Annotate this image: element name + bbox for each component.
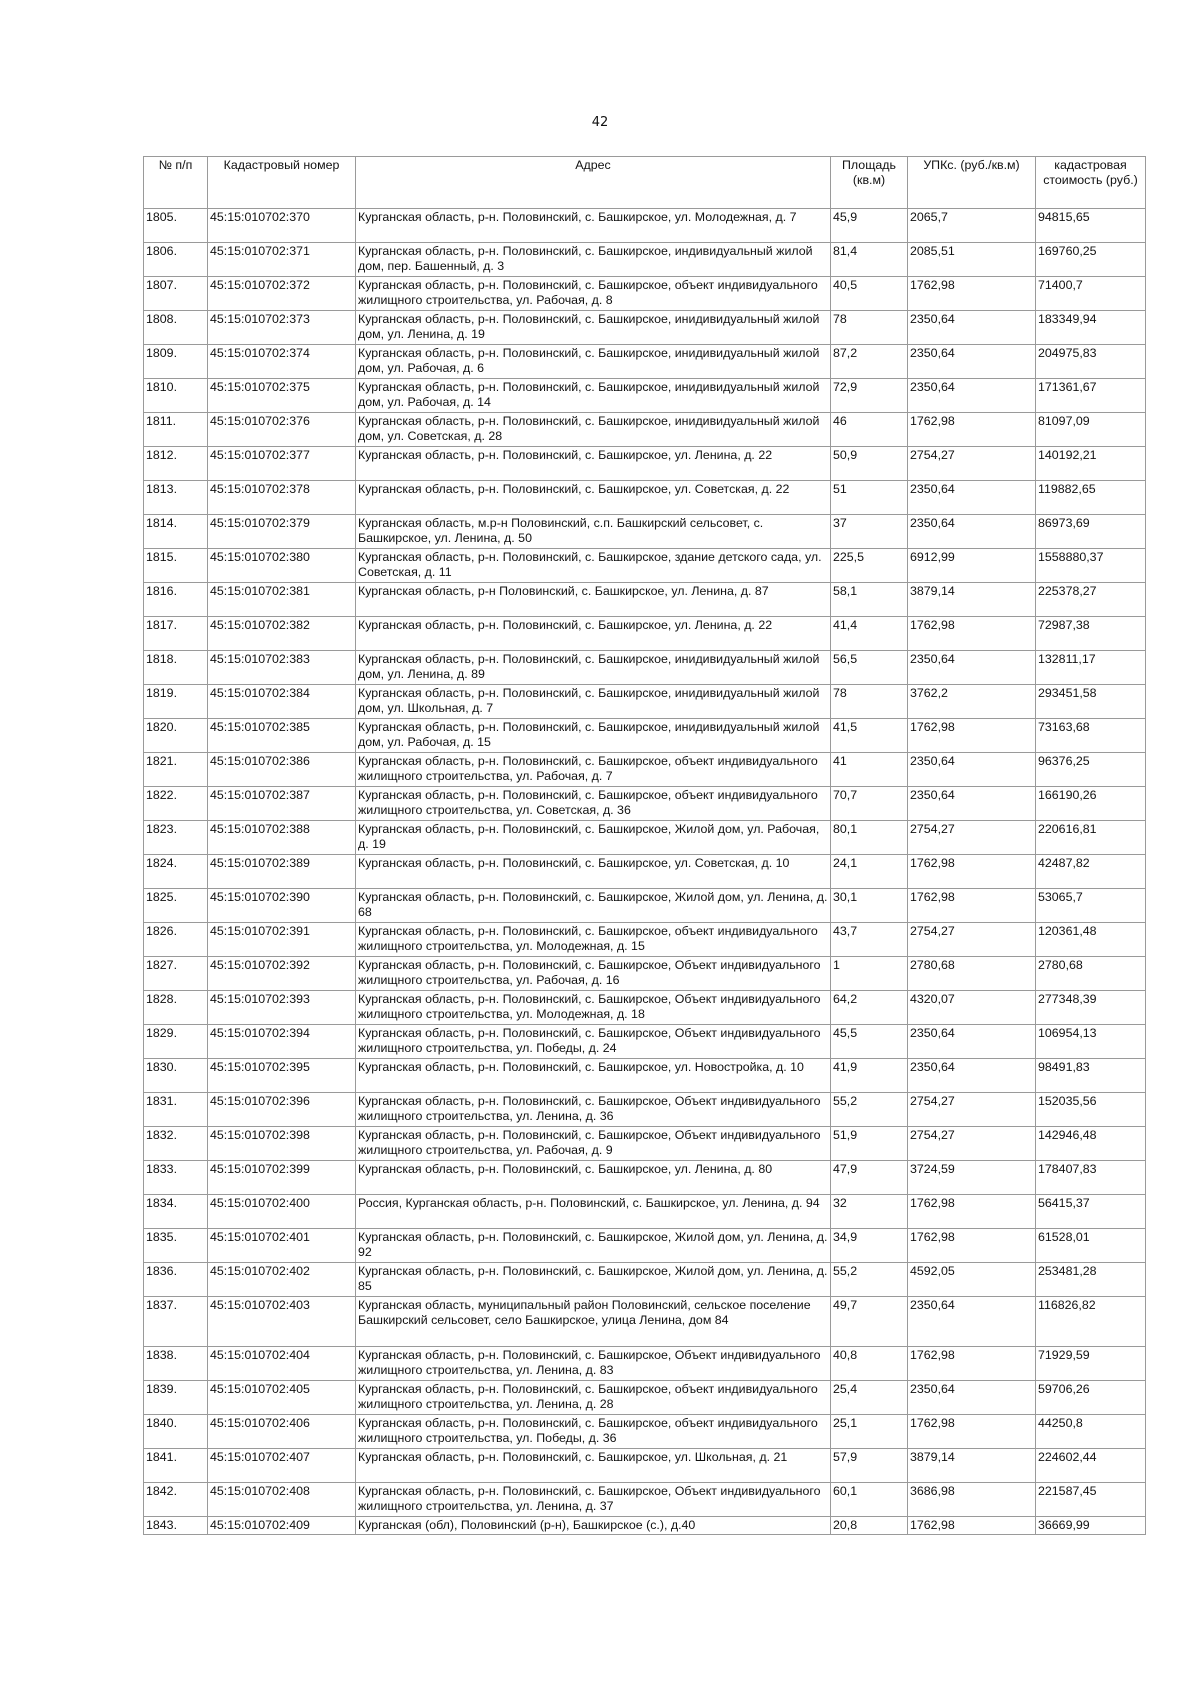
cell-address: Курганская область, р-н. Половинский, с. Башкирское, ул. Новостройка, д. 10 — [356, 1059, 831, 1093]
cell-area: 30,1 — [831, 889, 908, 923]
cell-cadastral-value: 71400,7 — [1036, 277, 1146, 311]
cell-row-number: 1824. — [144, 855, 208, 889]
cell-cadastral-number: 45:15:010702:405 — [208, 1381, 356, 1415]
cell-row-number: 1826. — [144, 923, 208, 957]
table-row — [144, 311, 1146, 345]
cell-area: 78 — [831, 685, 908, 719]
cell-upks: 6912,99 — [908, 549, 1036, 583]
cell-address: Курганская область, р-н. Половинский, с. Башкирское, Объект индивидуального жилищного строительства, ул. Молодежная, д. 18 — [356, 991, 831, 1025]
header-upks: УПКс. (руб./кв.м) — [908, 157, 1036, 209]
cell-cadastral-number: 45:15:010702:392 — [208, 957, 356, 991]
cell-address: Курганская область, р-н. Половинский, с. Башкирское, объект индивидуального жилищного строительства, ул. Советская, д. 36 — [356, 787, 831, 821]
cell-cadastral-value: 81097,09 — [1036, 413, 1146, 447]
cell-cadastral-value: 169760,25 — [1036, 243, 1146, 277]
cell-upks: 3724,59 — [908, 1161, 1036, 1195]
cell-upks: 1762,98 — [908, 1517, 1036, 1535]
cell-cadastral-number: 45:15:010702:408 — [208, 1483, 356, 1517]
table-row — [144, 1025, 1146, 1059]
cell-area: 56,5 — [831, 651, 908, 685]
table-row — [144, 243, 1146, 277]
cell-row-number: 1829. — [144, 1025, 208, 1059]
cell-cadastral-value: 293451,58 — [1036, 685, 1146, 719]
cell-cadastral-value: 183349,94 — [1036, 311, 1146, 345]
cell-cadastral-value: 166190,26 — [1036, 787, 1146, 821]
cell-cadastral-value: 116826,82 — [1036, 1297, 1146, 1347]
cell-cadastral-value: 106954,13 — [1036, 1025, 1146, 1059]
table-row — [144, 515, 1146, 549]
cell-cadastral-number: 45:15:010702:390 — [208, 889, 356, 923]
cell-upks: 4320,07 — [908, 991, 1036, 1025]
cell-row-number: 1815. — [144, 549, 208, 583]
cell-row-number: 1817. — [144, 617, 208, 651]
cell-cadastral-value: 59706,26 — [1036, 1381, 1146, 1415]
cell-area: 64,2 — [831, 991, 908, 1025]
cell-row-number: 1837. — [144, 1297, 208, 1347]
cell-upks: 2065,7 — [908, 209, 1036, 243]
cell-cadastral-value: 86973,69 — [1036, 515, 1146, 549]
cell-address: Курганская область, р-н. Половинский, с. Башкирское, инидивидуальный жилой дом, ул. Советская, д. 28 — [356, 413, 831, 447]
cell-address: Курганская область, р-н. Половинский, с. Башкирское, ул. Ленина, д. 22 — [356, 617, 831, 651]
cell-row-number: 1836. — [144, 1263, 208, 1297]
cell-cadastral-number: 45:15:010702:407 — [208, 1449, 356, 1483]
cell-area: 55,2 — [831, 1263, 908, 1297]
cell-cadastral-number: 45:15:010702:380 — [208, 549, 356, 583]
cell-upks: 2350,64 — [908, 1297, 1036, 1347]
cell-row-number: 1805. — [144, 209, 208, 243]
cell-row-number: 1808. — [144, 311, 208, 345]
cell-cadastral-number: 45:15:010702:406 — [208, 1415, 356, 1449]
cell-cadastral-number: 45:15:010702:404 — [208, 1347, 356, 1381]
cell-address: Курганская область, р-н. Половинский, с. Башкирское, объект индивидуального жилищного строительства, ул. Победы, д. 36 — [356, 1415, 831, 1449]
cell-row-number: 1811. — [144, 413, 208, 447]
cell-address: Курганская область, р-н. Половинский, с. Башкирское, Жилой дом, ул. Ленина, д. 92 — [356, 1229, 831, 1263]
table-row — [144, 549, 1146, 583]
cell-cadastral-value: 2780,68 — [1036, 957, 1146, 991]
table-row — [144, 1093, 1146, 1127]
cell-area: 49,7 — [831, 1297, 908, 1347]
cell-area: 47,9 — [831, 1161, 908, 1195]
cell-cadastral-number: 45:15:010702:374 — [208, 345, 356, 379]
cell-cadastral-value: 152035,56 — [1036, 1093, 1146, 1127]
header-area: Площадь (кв.м) — [831, 157, 908, 209]
cell-upks: 2350,64 — [908, 345, 1036, 379]
cell-address: Курганская область, р-н. Половинский, с. Башкирское, объект индивидуального жилищного строительства, ул. Рабочая, д. 8 — [356, 277, 831, 311]
table-row — [144, 1517, 1146, 1535]
cell-cadastral-number: 45:15:010702:379 — [208, 515, 356, 549]
table-row — [144, 719, 1146, 753]
table-row — [144, 1229, 1146, 1263]
cell-cadastral-number: 45:15:010702:394 — [208, 1025, 356, 1059]
cell-upks: 2754,27 — [908, 1093, 1036, 1127]
cell-cadastral-number: 45:15:010702:395 — [208, 1059, 356, 1093]
table-row — [144, 1347, 1146, 1381]
cell-row-number: 1832. — [144, 1127, 208, 1161]
cell-upks: 2350,64 — [908, 311, 1036, 345]
table-row — [144, 447, 1146, 481]
cell-cadastral-number: 45:15:010702:384 — [208, 685, 356, 719]
cell-cadastral-number: 45:15:010702:373 — [208, 311, 356, 345]
cell-area: 80,1 — [831, 821, 908, 855]
cell-area: 70,7 — [831, 787, 908, 821]
cell-area: 87,2 — [831, 345, 908, 379]
cell-cadastral-value: 220616,81 — [1036, 821, 1146, 855]
cell-cadastral-number: 45:15:010702:409 — [208, 1517, 356, 1535]
cell-address: Курганская область, р-н. Половинский, с. Башкирское, Объект индивидуального жилищного строительства, ул. Ленина, д. 83 — [356, 1347, 831, 1381]
cell-cadastral-value: 73163,68 — [1036, 719, 1146, 753]
table-row — [144, 1161, 1146, 1195]
table-row — [144, 1263, 1146, 1297]
table-row — [144, 1297, 1146, 1347]
cell-upks: 2754,27 — [908, 821, 1036, 855]
cell-row-number: 1835. — [144, 1229, 208, 1263]
cell-area: 60,1 — [831, 1483, 908, 1517]
table-row — [144, 787, 1146, 821]
cell-cadastral-value: 36669,99 — [1036, 1517, 1146, 1535]
cell-row-number: 1825. — [144, 889, 208, 923]
cell-row-number: 1827. — [144, 957, 208, 991]
cell-upks: 2780,68 — [908, 957, 1036, 991]
cell-area: 45,9 — [831, 209, 908, 243]
cell-cadastral-number: 45:15:010702:386 — [208, 753, 356, 787]
cell-cadastral-number: 45:15:010702:393 — [208, 991, 356, 1025]
cell-cadastral-number: 45:15:010702:387 — [208, 787, 356, 821]
cell-cadastral-value: 44250,8 — [1036, 1415, 1146, 1449]
cell-upks: 2350,64 — [908, 787, 1036, 821]
cell-address: Курганская область, р-н. Половинский, с. Башкирское, ул. Ленина, д. 22 — [356, 447, 831, 481]
cell-address: Курганская область, р-н. Половинский, с. Башкирское, ул. Школьная, д. 21 — [356, 1449, 831, 1483]
cell-upks: 4592,05 — [908, 1263, 1036, 1297]
cell-cadastral-value: 142946,48 — [1036, 1127, 1146, 1161]
cell-address: Курганская область, р-н. Половинский, с. Башкирское, ул. Советская, д. 22 — [356, 481, 831, 515]
cell-cadastral-number: 45:15:010702:385 — [208, 719, 356, 753]
cell-row-number: 1838. — [144, 1347, 208, 1381]
cell-row-number: 1823. — [144, 821, 208, 855]
cell-cadastral-value: 140192,21 — [1036, 447, 1146, 481]
cell-cadastral-number: 45:15:010702:382 — [208, 617, 356, 651]
cell-cadastral-number: 45:15:010702:372 — [208, 277, 356, 311]
cell-cadastral-value: 42487,82 — [1036, 855, 1146, 889]
table-row — [144, 1195, 1146, 1229]
cell-address: Курганская область, р-н. Половинский, с. Башкирское, Объект индивидуального жилищного строительства, ул. Рабочая, д. 9 — [356, 1127, 831, 1161]
cell-upks: 2754,27 — [908, 923, 1036, 957]
cell-upks: 1762,98 — [908, 719, 1036, 753]
cell-cadastral-value: 253481,28 — [1036, 1263, 1146, 1297]
cell-cadastral-number: 45:15:010702:377 — [208, 447, 356, 481]
cell-cadastral-value: 1558880,37 — [1036, 549, 1146, 583]
cell-area: 41,4 — [831, 617, 908, 651]
table-row — [144, 1483, 1146, 1517]
cell-upks: 1762,98 — [908, 889, 1036, 923]
cell-cadastral-value: 277348,39 — [1036, 991, 1146, 1025]
cell-area: 25,1 — [831, 1415, 908, 1449]
cell-cadastral-value: 178407,83 — [1036, 1161, 1146, 1195]
cell-upks: 3879,14 — [908, 1449, 1036, 1483]
cell-row-number: 1833. — [144, 1161, 208, 1195]
cell-address: Курганская область, р-н. Половинский, с. Башкирское, Жилой дом, ул. Ленина, д. 85 — [356, 1263, 831, 1297]
cell-address: Курганская область, р-н. Половинский, с. Башкирское, ул. Ленина, д. 80 — [356, 1161, 831, 1195]
cell-area: 41,5 — [831, 719, 908, 753]
cell-cadastral-value: 120361,48 — [1036, 923, 1146, 957]
cell-address: Курганская область, р-н. Половинский, с. Башкирское, инидивидуальный жилой дом, ул. Ленина, д. 89 — [356, 651, 831, 685]
cell-address: Курганская область, р-н. Половинский, с. Башкирское, ул. Молодежная, д. 7 — [356, 209, 831, 243]
cell-area: 57,9 — [831, 1449, 908, 1483]
cell-address: Курганская область, р-н. Половинский, с. Башкирское, Жилой дом, ул. Ленина, д. 68 — [356, 889, 831, 923]
cell-upks: 1762,98 — [908, 855, 1036, 889]
cell-cadastral-number: 45:15:010702:396 — [208, 1093, 356, 1127]
table-row — [144, 1381, 1146, 1415]
cell-upks: 2350,64 — [908, 753, 1036, 787]
cell-row-number: 1806. — [144, 243, 208, 277]
cell-row-number: 1812. — [144, 447, 208, 481]
cell-area: 58,1 — [831, 583, 908, 617]
cell-area: 81,4 — [831, 243, 908, 277]
table-row — [144, 821, 1146, 855]
cell-cadastral-number: 45:15:010702:370 — [208, 209, 356, 243]
table-body — [144, 209, 1146, 1535]
cell-cadastral-value: 72987,38 — [1036, 617, 1146, 651]
cell-row-number: 1821. — [144, 753, 208, 787]
cell-row-number: 1834. — [144, 1195, 208, 1229]
cell-area: 20,8 — [831, 1517, 908, 1535]
cell-address: Курганская область, р-н. Половинский, с. Башкирское, Объект индивидуального жилищного строительства, ул. Ленина, д. 36 — [356, 1093, 831, 1127]
cell-cadastral-value: 53065,7 — [1036, 889, 1146, 923]
cell-cadastral-number: 45:15:010702:403 — [208, 1297, 356, 1347]
cell-upks: 2754,27 — [908, 1127, 1036, 1161]
cell-address: Курганская область, м.р-н Половинский, с.п. Башкирский сельсовет, с. Башкирское, ул. Ленина, д. 50 — [356, 515, 831, 549]
cell-cadastral-value: 98491,83 — [1036, 1059, 1146, 1093]
cell-cadastral-number: 45:15:010702:398 — [208, 1127, 356, 1161]
cell-row-number: 1843. — [144, 1517, 208, 1535]
cell-cadastral-value: 221587,45 — [1036, 1483, 1146, 1517]
cell-area: 41 — [831, 753, 908, 787]
cell-cadastral-number: 45:15:010702:399 — [208, 1161, 356, 1195]
cell-cadastral-value: 171361,67 — [1036, 379, 1146, 413]
cell-row-number: 1820. — [144, 719, 208, 753]
table-row — [144, 481, 1146, 515]
cell-upks: 2350,64 — [908, 1059, 1036, 1093]
cell-area: 51,9 — [831, 1127, 908, 1161]
cell-area: 45,5 — [831, 1025, 908, 1059]
cell-area: 1 — [831, 957, 908, 991]
cell-area: 34,9 — [831, 1229, 908, 1263]
cell-address: Курганская область, р-н. Половинский, с. Башкирское, объект индивидуального жилищного строительства, ул. Ленина, д. 28 — [356, 1381, 831, 1415]
cell-address: Курганская область, р-н. Половинский, с. Башкирское, Объект индивидуального жилищного строительства, ул. Рабочая, д. 16 — [356, 957, 831, 991]
cell-address: Курганская область, р-н. Половинский, с. Башкирское, ул. Советская, д. 10 — [356, 855, 831, 889]
cell-cadastral-number: 45:15:010702:402 — [208, 1263, 356, 1297]
cell-upks: 1762,98 — [908, 617, 1036, 651]
table-header-row — [144, 157, 1146, 209]
cell-area: 225,5 — [831, 549, 908, 583]
cell-area: 50,9 — [831, 447, 908, 481]
cell-cadastral-number: 45:15:010702:375 — [208, 379, 356, 413]
cell-upks: 1762,98 — [908, 413, 1036, 447]
header-address: Адрес — [356, 157, 831, 209]
cell-area: 51 — [831, 481, 908, 515]
cell-address: Курганская область, р-н. Половинский, с. Башкирское, Жилой дом, ул. Рабочая, д. 19 — [356, 821, 831, 855]
table-row — [144, 923, 1146, 957]
cell-cadastral-number: 45:15:010702:389 — [208, 855, 356, 889]
cell-address: Курганская область, р-н. Половинский, с. Башкирское, инидивидуальный жилой дом, ул. Рабочая, д. 15 — [356, 719, 831, 753]
cell-upks: 1762,98 — [908, 1415, 1036, 1449]
cell-row-number: 1841. — [144, 1449, 208, 1483]
cell-row-number: 1842. — [144, 1483, 208, 1517]
cell-area: 40,5 — [831, 277, 908, 311]
table-row — [144, 855, 1146, 889]
cell-cadastral-value: 96376,25 — [1036, 753, 1146, 787]
table-row — [144, 1127, 1146, 1161]
cell-row-number: 1831. — [144, 1093, 208, 1127]
cell-address: Курганская область, р-н Половинский, с. Башкирское, ул. Ленина, д. 87 — [356, 583, 831, 617]
cell-cadastral-number: 45:15:010702:376 — [208, 413, 356, 447]
cell-row-number: 1816. — [144, 583, 208, 617]
cell-row-number: 1814. — [144, 515, 208, 549]
table-row — [144, 991, 1146, 1025]
cell-cadastral-number: 45:15:010702:400 — [208, 1195, 356, 1229]
cell-upks: 2350,64 — [908, 651, 1036, 685]
cell-address: Курганская область, р-н. Половинский, с. Башкирское, инидивидуальный жилой дом, ул. Рабочая, д. 6 — [356, 345, 831, 379]
cell-cadastral-value: 132811,17 — [1036, 651, 1146, 685]
cell-cadastral-number: 45:15:010702:383 — [208, 651, 356, 685]
cell-address: Курганская область, р-н. Половинский, с. Башкирское, инидивидуальный жилой дом, ул. Школьная, д. 7 — [356, 685, 831, 719]
cell-cadastral-value: 119882,65 — [1036, 481, 1146, 515]
table-row — [144, 413, 1146, 447]
header-cadastral-value: кадастровая стоимость (руб.) — [1036, 157, 1146, 209]
cell-address: Курганская область, муниципальный район Половинский, сельское поселение Башкирский сельсовет, село Башкирское, улица Ленина, дом 84 — [356, 1297, 831, 1347]
cell-upks: 2350,64 — [908, 481, 1036, 515]
cell-cadastral-value: 204975,83 — [1036, 345, 1146, 379]
cell-area: 43,7 — [831, 923, 908, 957]
cell-upks: 2754,27 — [908, 447, 1036, 481]
cell-cadastral-number: 45:15:010702:388 — [208, 821, 356, 855]
cell-area: 32 — [831, 1195, 908, 1229]
cell-upks: 1762,98 — [908, 277, 1036, 311]
table-row — [144, 379, 1146, 413]
cell-upks: 1762,98 — [908, 1347, 1036, 1381]
table-row — [144, 753, 1146, 787]
cell-address: Курганская область, р-н. Половинский, с. Башкирское, объект индивидуального жилищного строительства, ул. Рабочая, д. 7 — [356, 753, 831, 787]
cell-cadastral-number: 45:15:010702:391 — [208, 923, 356, 957]
cell-address: Курганская область, р-н. Половинский, с. Башкирское, объект индивидуального жилищного строительства, ул. Молодежная, д. 15 — [356, 923, 831, 957]
cell-upks: 2350,64 — [908, 515, 1036, 549]
cell-upks: 2350,64 — [908, 379, 1036, 413]
cell-address: Курганская область, р-н. Половинский, с. Башкирское, инидивидуальный жилой дом, ул. Рабочая, д. 14 — [356, 379, 831, 413]
table-row — [144, 889, 1146, 923]
page-number: 42 — [591, 115, 609, 130]
cell-area: 78 — [831, 311, 908, 345]
table-row — [144, 583, 1146, 617]
cell-upks: 2085,51 — [908, 243, 1036, 277]
cell-cadastral-number: 45:15:010702:401 — [208, 1229, 356, 1263]
cell-cadastral-value: 71929,59 — [1036, 1347, 1146, 1381]
cell-address: Курганская область, р-н. Половинский, с. Башкирское, инидивидуальный жилой дом, ул. Ленина, д. 19 — [356, 311, 831, 345]
cell-cadastral-value: 61528,01 — [1036, 1229, 1146, 1263]
table-row — [144, 617, 1146, 651]
cell-row-number: 1839. — [144, 1381, 208, 1415]
cell-row-number: 1830. — [144, 1059, 208, 1093]
table-row — [144, 1059, 1146, 1093]
cell-cadastral-value: 94815,65 — [1036, 209, 1146, 243]
cell-row-number: 1810. — [144, 379, 208, 413]
cell-area: 25,4 — [831, 1381, 908, 1415]
cell-row-number: 1809. — [144, 345, 208, 379]
cell-upks: 2350,64 — [908, 1381, 1036, 1415]
cell-upks: 2350,64 — [908, 1025, 1036, 1059]
cell-cadastral-number: 45:15:010702:378 — [208, 481, 356, 515]
table-row — [144, 651, 1146, 685]
cell-area: 55,2 — [831, 1093, 908, 1127]
cell-row-number: 1840. — [144, 1415, 208, 1449]
cell-row-number: 1822. — [144, 787, 208, 821]
header-row-number: № п/п — [144, 157, 208, 209]
cell-area: 46 — [831, 413, 908, 447]
table-row — [144, 277, 1146, 311]
cadastral-value-table — [143, 156, 1146, 1535]
cell-upks: 3762,2 — [908, 685, 1036, 719]
table-row — [144, 1415, 1146, 1449]
cell-upks: 3879,14 — [908, 583, 1036, 617]
cell-cadastral-value: 56415,37 — [1036, 1195, 1146, 1229]
cell-area: 37 — [831, 515, 908, 549]
cell-address: Россия, Курганская область, р-н. Половинский, с. Башкирское, ул. Ленина, д. 94 — [356, 1195, 831, 1229]
cell-area: 41,9 — [831, 1059, 908, 1093]
table-row — [144, 685, 1146, 719]
header-cadastral-number: Кадастровый номер — [208, 157, 356, 209]
cell-area: 72,9 — [831, 379, 908, 413]
cell-upks: 1762,98 — [908, 1229, 1036, 1263]
cell-upks: 3686,98 — [908, 1483, 1036, 1517]
cell-cadastral-number: 45:15:010702:381 — [208, 583, 356, 617]
cell-address: Курганская область, р-н. Половинский, с. Башкирское, здание детского сада, ул. Советская, д. 11 — [356, 549, 831, 583]
table-row — [144, 209, 1146, 243]
cell-cadastral-number: 45:15:010702:371 — [208, 243, 356, 277]
cell-row-number: 1818. — [144, 651, 208, 685]
cell-address: Курганская область, р-н. Половинский, с. Башкирское, индивидуальный жилой дом, пер. Башенный, д. 3 — [356, 243, 831, 277]
cell-cadastral-value: 224602,44 — [1036, 1449, 1146, 1483]
cell-cadastral-value: 225378,27 — [1036, 583, 1146, 617]
cell-row-number: 1813. — [144, 481, 208, 515]
cell-row-number: 1819. — [144, 685, 208, 719]
cell-address: Курганская (обл), Половинский (р-н), Башкирское (с.), д.40 — [356, 1517, 831, 1535]
cell-upks: 1762,98 — [908, 1195, 1036, 1229]
cell-address: Курганская область, р-н. Половинский, с. Башкирское, Объект индивидуального жилищного строительства, ул. Ленина, д. 37 — [356, 1483, 831, 1517]
cell-area: 40,8 — [831, 1347, 908, 1381]
cell-row-number: 1828. — [144, 991, 208, 1025]
cell-address: Курганская область, р-н. Половинский, с. Башкирское, Объект индивидуального жилищного строительства, ул. Победы, д. 24 — [356, 1025, 831, 1059]
cell-area: 24,1 — [831, 855, 908, 889]
cell-row-number: 1807. — [144, 277, 208, 311]
table-row — [144, 1449, 1146, 1483]
table-row — [144, 345, 1146, 379]
table-row — [144, 957, 1146, 991]
